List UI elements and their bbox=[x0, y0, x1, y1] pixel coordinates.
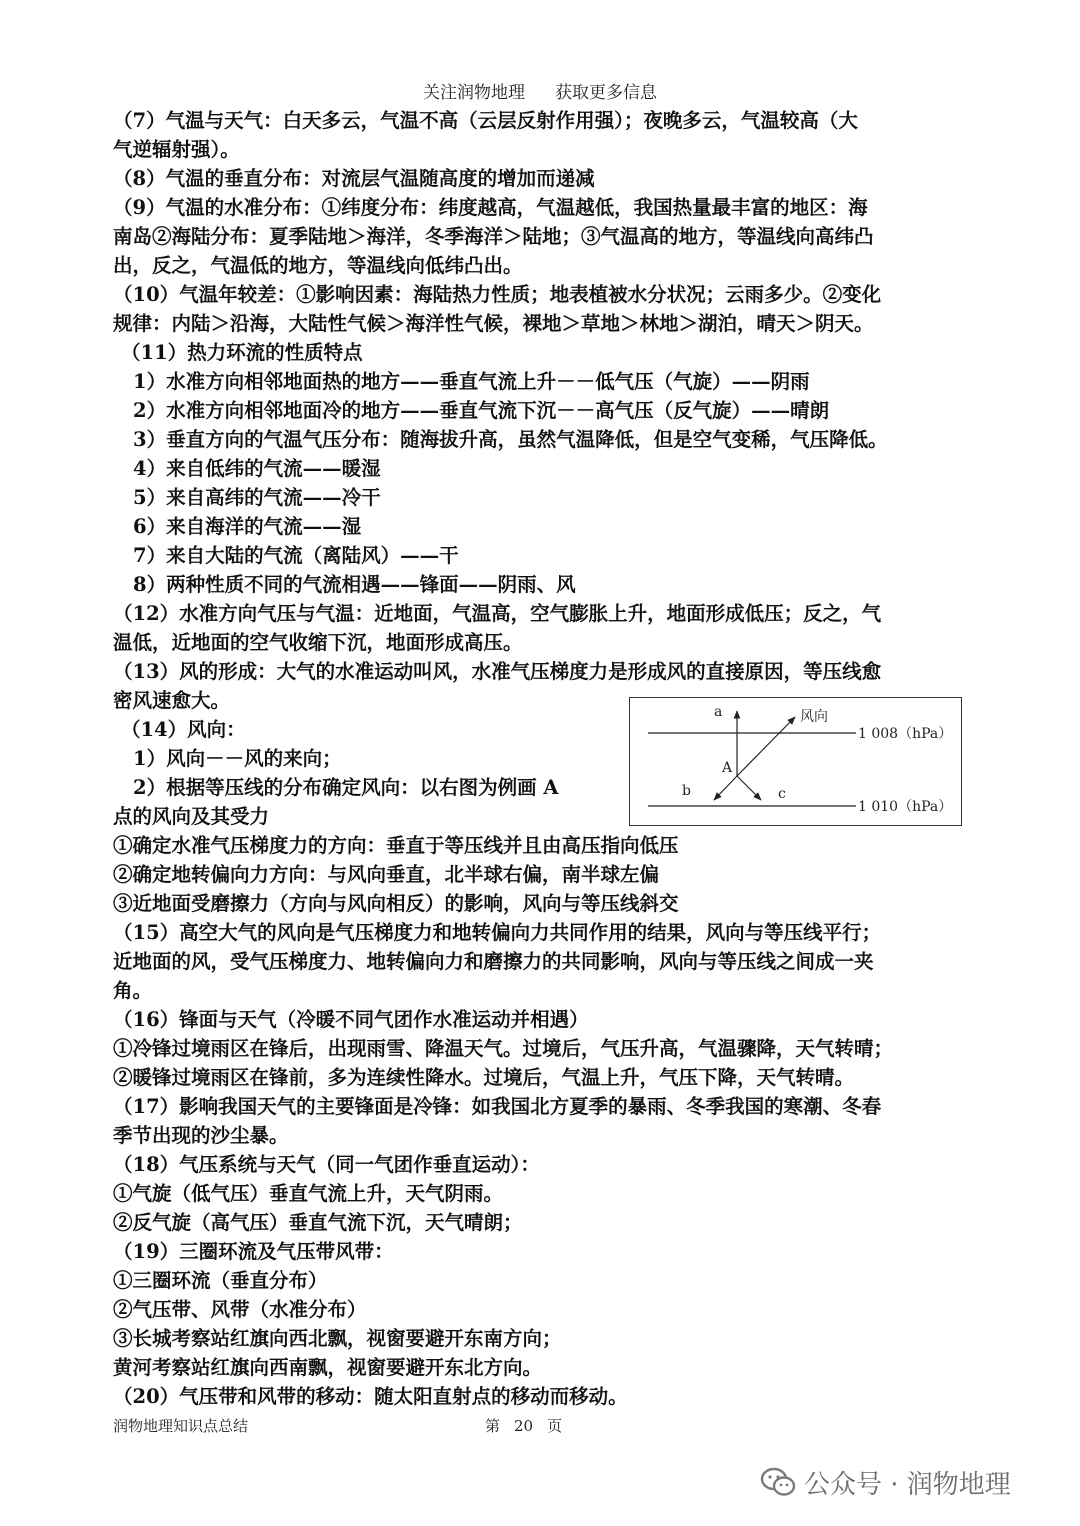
text-line: ②气压带、风带（水准分布） bbox=[113, 1298, 367, 1321]
text-line: ①确定水准气压梯度力的方向：垂直于等压线并且由高压指向低压 bbox=[113, 834, 679, 857]
text-line: 2）根据等压线的分布确定风向：以右图为例画 A bbox=[133, 776, 559, 799]
footer-title: 润物地理知识点总结 bbox=[113, 1417, 249, 1435]
text-line: 6）来自海洋的气流——湿 bbox=[133, 515, 362, 538]
wind-direction-diagram bbox=[629, 697, 962, 826]
label-a: a bbox=[714, 704, 723, 720]
header-right: 获取更多信息 bbox=[555, 83, 657, 103]
text-line: 温低，近地面的空气收缩下沉，地面形成高压。 bbox=[113, 631, 523, 654]
arrow-c bbox=[737, 776, 761, 800]
isobar-label-bottom: 1 010（hPa） bbox=[858, 799, 953, 815]
page-header bbox=[0, 78, 1080, 103]
text-line: ②确定地转偏向力方向：与风向垂直，北半球右偏，南半球左偏 bbox=[113, 863, 660, 886]
page-number bbox=[485, 1415, 562, 1436]
label-point-A: A bbox=[722, 760, 733, 776]
text-line: （18）气压系统与天气（同一气团作垂直运动）： bbox=[113, 1153, 540, 1176]
text-line: 气逆辐射强）。 bbox=[113, 138, 240, 161]
text-line: （12）水准方向气压与气温：近地面，气温高，空气膨胀上升，地面形成低压；反之，气 bbox=[113, 602, 882, 625]
label-c: c bbox=[778, 786, 786, 802]
text-line: 3）垂直方向的气温气压分布：随海拔升高，虽然气温降低，但是空气变稀，气压降低。 bbox=[133, 428, 888, 451]
text-line: （10）气温年较差：①影响因素：海陆热力性质；地表植被水分状况；云雨多少。②变化 bbox=[113, 283, 882, 306]
text-line: ③近地面受磨擦力（方向与风向相反）的影响，风向与等压线斜交 bbox=[113, 892, 679, 915]
text-line: 8）两种性质不同的气流相遇——锋面——阴雨、风 bbox=[133, 573, 576, 596]
text-line: （7）气温与天气：白天多云，气温不高（云层反射作用强）；夜晚多云，气温较高（大 bbox=[113, 109, 858, 132]
isobar-label-top: 1 008（hPa） bbox=[858, 726, 953, 742]
text-line: 1）水准方向相邻地面热的地方——垂直气流上升－－低气压（气旋）——阴雨 bbox=[133, 370, 810, 393]
text-line: （17）影响我国天气的主要锋面是冷锋：如我国北方夏季的暴雨、冬季我国的寒潮、冬春 bbox=[113, 1095, 882, 1118]
arrow-b bbox=[714, 776, 737, 800]
text-line: （19）三圈环流及气压带风带： bbox=[113, 1240, 394, 1263]
text-line: （8）气温的垂直分布：对流层气温随高度的增加而递减 bbox=[113, 167, 595, 190]
text-line: （20）气压带和风带的移动：随太阳直射点的移动而移动。 bbox=[113, 1385, 628, 1408]
page-suffix: 页 bbox=[547, 1417, 563, 1435]
text-line: 2）水准方向相邻地面冷的地方——垂直气流下沉－－高气压（反气旋）——晴朗 bbox=[133, 399, 830, 422]
wechat-icon bbox=[760, 1467, 796, 1497]
text-line: （15）高空大气的风向是气压梯度力和地转偏向力共同作用的结果，风向与等压线平行； bbox=[113, 921, 882, 944]
text-line: （9）气温的水准分布：①纬度分布：纬度越高，气温越低，我国热量最丰富的地区：海 bbox=[113, 196, 868, 219]
text-line: （13）风的形成：大气的水准运动叫风，水准气压梯度力是形成风的直接原因，等压线愈 bbox=[113, 660, 882, 683]
text-line: ②反气旋（高气压）垂直气流下沉，天气晴朗； bbox=[113, 1211, 523, 1234]
text-line: ③长城考察站红旗向西北飘，视窗要避开东南方向； bbox=[113, 1327, 562, 1350]
text-line: 4）来自低纬的气流——暖湿 bbox=[133, 457, 381, 480]
text-line: 出，反之，气温低的地方，等温线向低纬凸出。 bbox=[113, 254, 523, 277]
text-line: （16）锋面与天气（冷暖不同气团作水准运动并相遇） bbox=[113, 1008, 589, 1031]
text-line: 1）风向－－风的来向； bbox=[133, 747, 342, 770]
label-wind: 风向 bbox=[800, 709, 828, 725]
text-line: ②暖锋过境雨区在锋前，多为连续性降水。过境后，气温上升，气压下降，天气转晴。 bbox=[113, 1066, 855, 1089]
text-line: （11）热力环流的性质特点 bbox=[121, 341, 363, 364]
text-line: 密风速愈大。 bbox=[113, 689, 231, 712]
text-line: 点的风向及其受力 bbox=[113, 805, 270, 828]
text-line: 5）来自高纬的气流——冷干 bbox=[133, 486, 381, 509]
watermark bbox=[760, 1462, 1011, 1502]
text-line: 南岛②海陆分布：夏季陆地＞海洋，冬季海洋＞陆地；③气温高的地方，等温线向高纬凸 bbox=[113, 225, 874, 248]
text-line: 7）来自大陆的气流（离陆风）——干 bbox=[133, 544, 459, 567]
arrow-wind bbox=[737, 717, 795, 776]
watermark-text: 公众号 · 润物地理 bbox=[804, 1469, 1011, 1500]
text-line: ①气旋（低气压）垂直气流上升，天气阴雨。 bbox=[113, 1182, 504, 1205]
wind-diagram-svg bbox=[630, 698, 963, 827]
page-prefix: 第 bbox=[485, 1417, 501, 1435]
text-line: 黄河考察站红旗向西南飘，视窗要避开东北方向。 bbox=[113, 1356, 543, 1379]
text-line: 规律：内陆＞沿海，大陆性气候＞海洋性气候，裸地＞草地＞林地＞湖泊，晴天＞阴天。 bbox=[113, 312, 874, 335]
text-line: ①冷锋过境雨区在锋后，出现雨雪、降温天气。过境后，气压升高，气温骤降，天气转晴； bbox=[113, 1037, 894, 1060]
header-left: 关注润物地理 bbox=[423, 83, 525, 103]
text-line: 季节出现的沙尘暴。 bbox=[113, 1124, 289, 1147]
label-b: b bbox=[682, 783, 691, 799]
text-line: （14）风向： bbox=[121, 718, 246, 741]
text-line: 角。 bbox=[113, 979, 153, 1002]
page-number-value: 20 bbox=[514, 1417, 534, 1435]
text-line: 近地面的风，受气压梯度力、地转偏向力和磨擦力的共同影响，风向与等压线之间成一夹 bbox=[113, 950, 874, 973]
text-line: ①三圈环流（垂直分布） bbox=[113, 1269, 328, 1292]
